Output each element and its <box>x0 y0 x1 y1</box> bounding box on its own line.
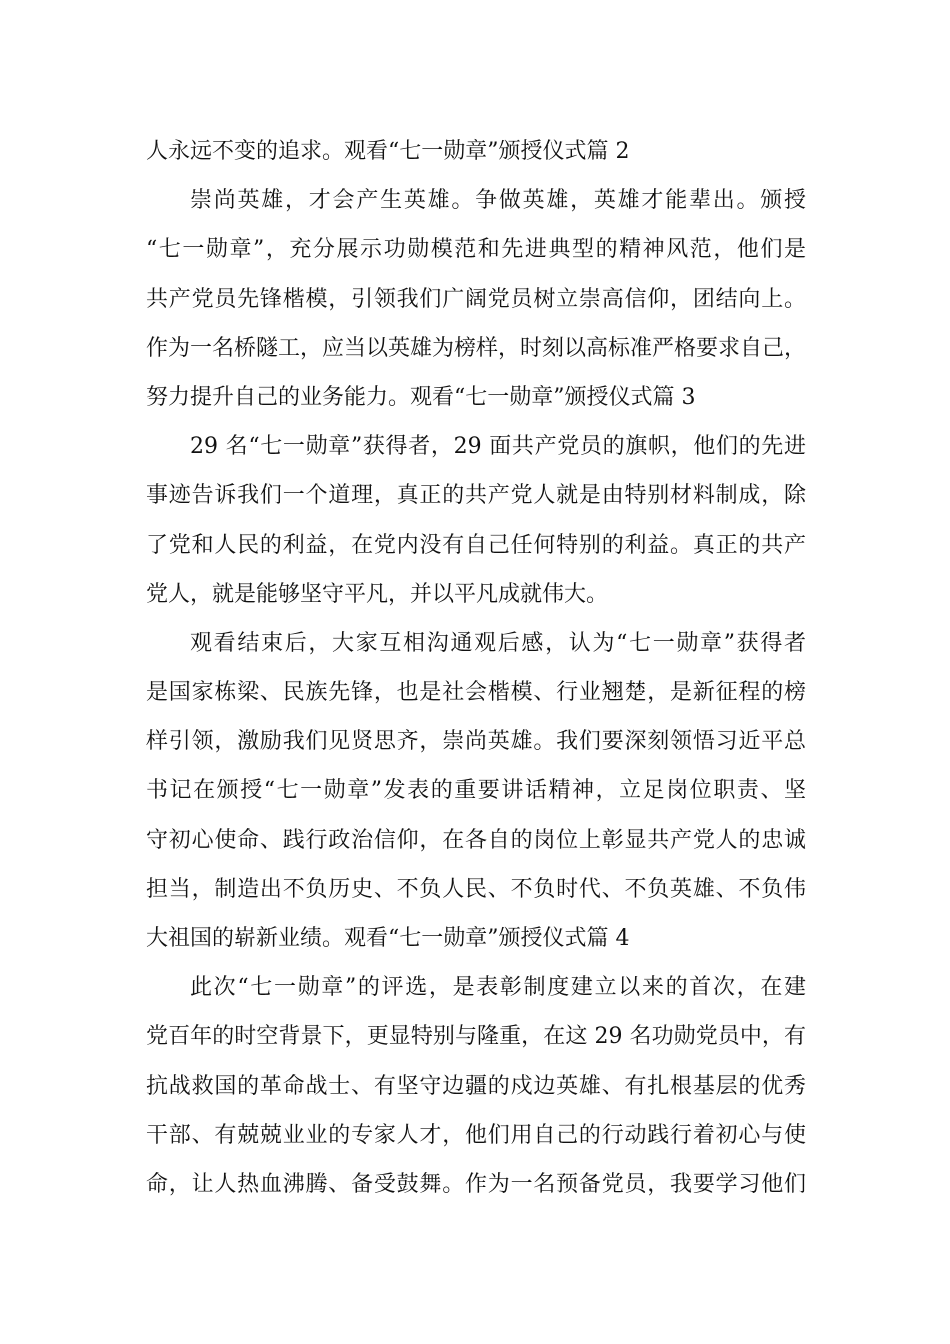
text-line: 人永远不变的追求。观看“七一勋章”颁授仪式篇 2 <box>146 139 630 164</box>
text-line: 样引领，激励我们见贤思齐，崇尚英雄。我们要深刻领悟习近平总 <box>146 729 806 755</box>
text-line: 作为一名桥隧工，应当以英雄为榜样，时刻以高标准严格要求自己， <box>146 335 807 361</box>
text-line: 事迹告诉我们一个道理，真正的共产党人就是由特别材料制成，除 <box>146 483 806 509</box>
text-line: 书记在颁授“七一勋章”发表的重要讲话精神，立足岗位职责、坚 <box>146 778 806 804</box>
text-line: 是国家栋梁、民族先锋，也是社会楷模、行业翘楚，是新征程的榜 <box>146 680 806 706</box>
text-line: “七一勋章”，充分展示功勋模范和先进典型的精神风范，他们是 <box>146 237 806 263</box>
text-line: 努力提升自己的业务能力。观看“七一勋章”颁授仪式篇 3 <box>146 384 696 410</box>
text-line: 抗战救国的革命战士、有坚守边疆的戍边英雄、有扎根基层的优秀 <box>146 1073 806 1099</box>
document-page <box>146 131 806 1213</box>
text-line: 党人，就是能够坚守平凡，并以平凡成就伟大。 <box>146 581 609 607</box>
text-line: 守初心使命、践行政治信仰，在各自的岗位上彰显共产党人的忠诚 <box>146 827 806 853</box>
text-line: 29 名“七一勋章”获得者，29 面共产党员的旗帜，他们的先进 <box>190 434 806 460</box>
text-line: 观看结束后，大家互相沟通观后感，认为“七一勋章”获得者 <box>190 630 806 656</box>
text-line: 此次“七一勋章”的评选，是表彰制度建立以来的首次，在建 <box>190 975 806 1001</box>
text-line: 命，让人热血沸腾、备受鼓舞。作为一名预备党员，我要学习他们 <box>146 1171 806 1197</box>
text-line: 崇尚英雄，才会产生英雄。争做英雄，英雄才能辈出。颁授 <box>190 188 806 214</box>
text-line: 党百年的时空背景下，更显特别与隆重，在这 29 名功勋党员中，有 <box>146 1024 806 1050</box>
text-line: 大祖国的崭新业绩。观看“七一勋章”颁授仪式篇 4 <box>146 926 630 951</box>
text-line: 干部、有兢兢业业的专家人才，他们用自己的行动践行着初心与使 <box>146 1122 806 1148</box>
text-line: 了党和人民的利益，在党内没有自己任何特别的利益。真正的共产 <box>146 532 806 558</box>
text-line: 担当，制造出不负历史、不负人民、不负时代、不负英雄、不负伟 <box>146 876 806 902</box>
text-line: 共产党员先锋楷模，引领我们广阔党员树立崇高信仰，团结向上。 <box>146 286 806 312</box>
